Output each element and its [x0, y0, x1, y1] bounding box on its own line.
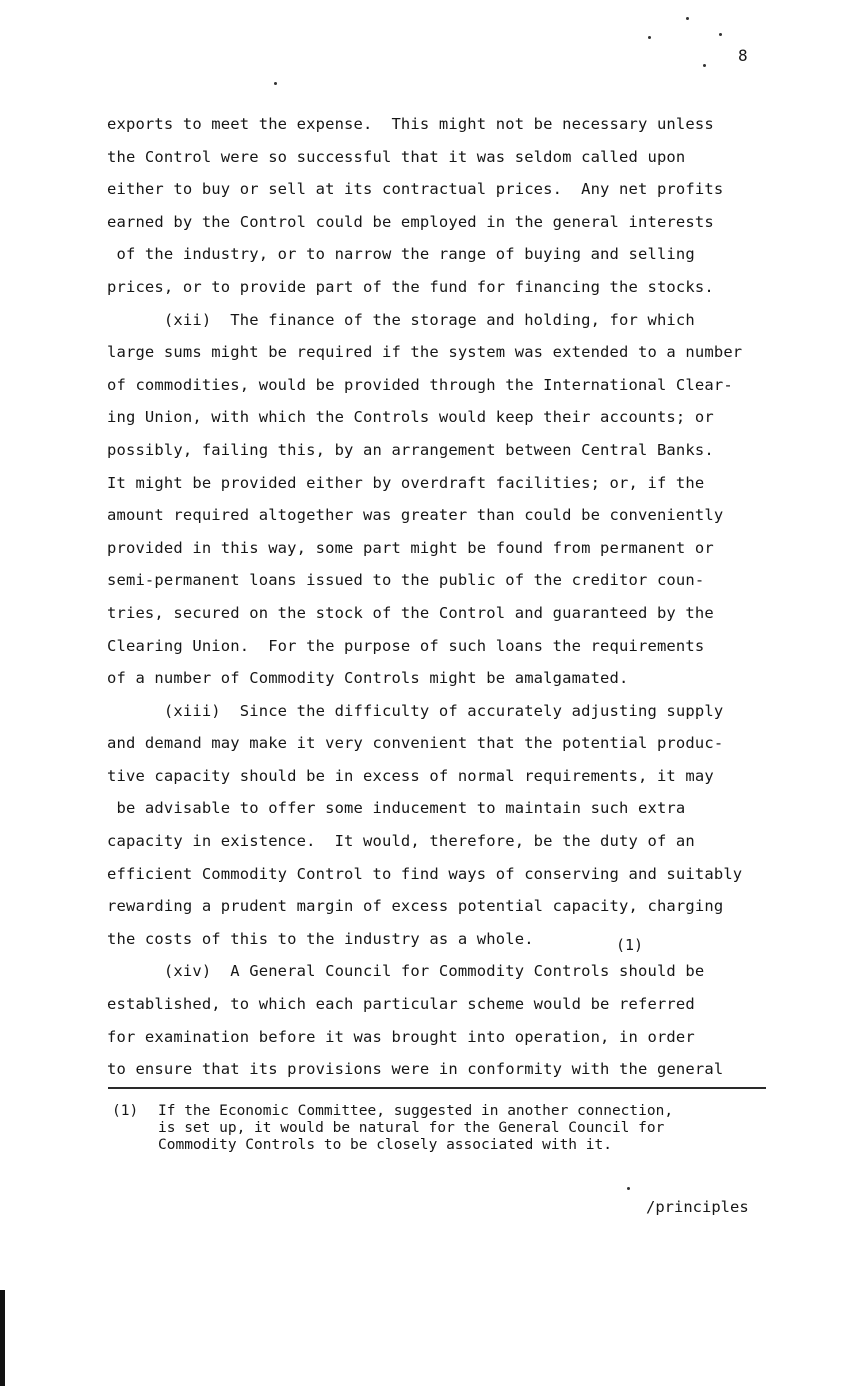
text-line: rewarding a prudent margin of excess potential capacity, charging [107, 897, 724, 916]
text-line: semi-permanent loans issued to the public of the creditor coun- [107, 571, 705, 590]
page-number: 8 [738, 46, 748, 65]
footnote-text [158, 1103, 673, 1154]
footnote-line: is set up, it would be natural for the General Council for [158, 1120, 665, 1136]
text-line: tries, secured on the stock of the Control and guaranteed by the [107, 603, 714, 622]
text-line: (xii) The finance of the storage and holding, for which [107, 310, 695, 329]
text-line: of the industry, or to narrow the range of buying and selling [107, 245, 695, 264]
paper-speck [703, 64, 706, 67]
paper-speck [686, 17, 689, 20]
text-line: possibly, failing this, by an arrangement between Central Banks. [107, 440, 714, 459]
text-line: large sums might be required if the system was extended to a number [107, 343, 743, 362]
text-line: earned by the Control could be employed in the general interests [107, 212, 714, 231]
text-line: (xiv) A General Council for Commodity Controls should be [107, 962, 705, 981]
text-line: exports to meet the expense. This might not be necessary unless [107, 115, 714, 133]
text-line: ing Union, with which the Controls would keep their accounts; or [107, 408, 714, 427]
text-line: efficient Commodity Control to find ways of conserving and suitably [107, 864, 743, 883]
footnote [112, 1103, 673, 1154]
footnote-line: Commodity Controls to be closely associated with it. [158, 1137, 612, 1153]
text-line: established, to which each particular scheme would be referred [107, 995, 695, 1014]
text-line: It might be provided either by overdraft facilities; or, if the [107, 473, 705, 492]
text-line: the Control were so successful that it was seldom called upon [107, 147, 686, 166]
paper-speck [648, 36, 651, 39]
footnote-separator-rule [108, 1087, 766, 1089]
text-line: and demand may make it very convenient that the potential produc- [107, 734, 724, 753]
footnote-line: If the Economic Committee, suggested in another connection, [158, 1103, 674, 1119]
text-line: amount required altogether was greater than could be conveniently [107, 506, 724, 525]
catchword: /principles [646, 1198, 749, 1216]
text-line: for examination before it was brought into operation, in order [107, 1027, 695, 1046]
footnote-marker: (1) [112, 1103, 139, 1119]
text-line: Clearing Union. For the purpose of such loans the requirements [107, 636, 705, 655]
text-line: of a number of Commodity Controls might be amalgamated. [107, 669, 629, 688]
text-line: provided in this way, some part might be found from permanent or [107, 538, 714, 557]
footnote-reference-mark: (1) [616, 936, 644, 954]
text-line: to ensure that its provisions were in conformity with the general [107, 1060, 724, 1079]
scan-edge-mark [0, 1290, 5, 1386]
text-line: (xiii) Since the difficulty of accurately adjusting supply [107, 701, 724, 720]
text-line: be advisable to offer some inducement to maintain such extra [107, 799, 686, 818]
text-line: either to buy or sell at its contractual prices. Any net profits [107, 180, 724, 199]
text-line: of commodities, would be provided through the International Clear- [107, 375, 733, 394]
text-line: capacity in existence. It would, therefore, be the duty of an [107, 832, 695, 851]
text-line: the costs of this to the industry as a whole. [107, 929, 534, 948]
paper-speck [627, 1187, 630, 1190]
paper-speck [719, 33, 722, 36]
text-line: tive capacity should be in excess of normal requirements, it may [107, 766, 714, 785]
body-text [107, 108, 742, 1086]
text-line: prices, or to provide part of the fund for financing the stocks. [107, 277, 714, 296]
paper-speck [274, 82, 277, 85]
